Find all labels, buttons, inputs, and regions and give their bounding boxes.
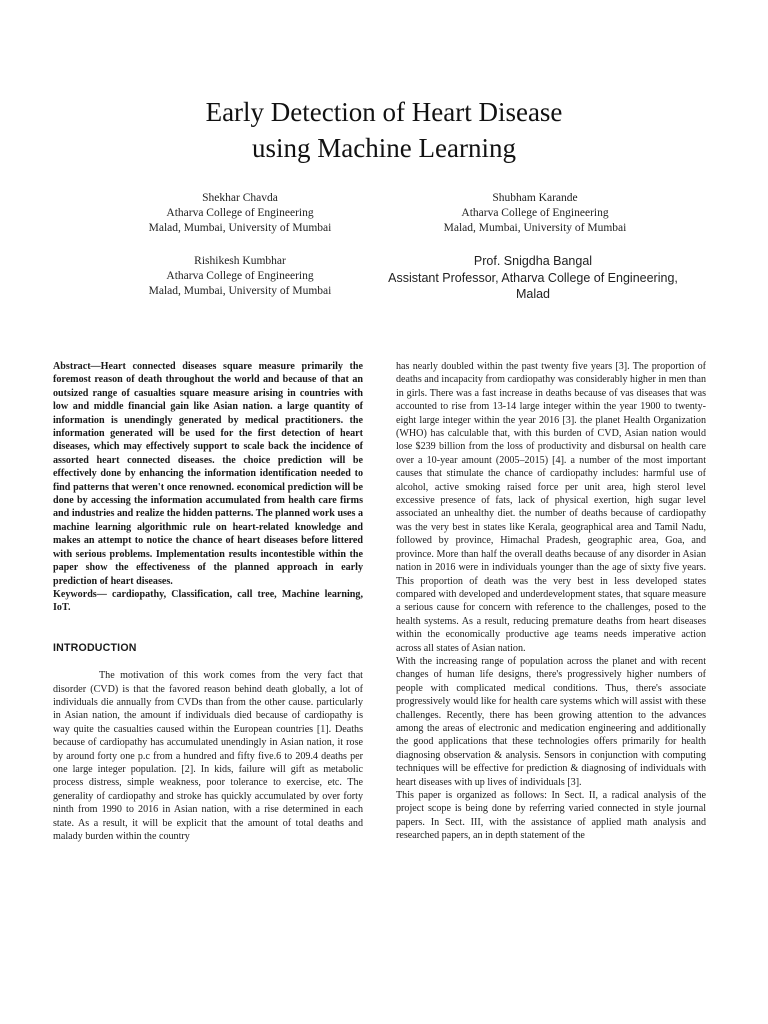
body-paragraph-3: This paper is organized as follows: In Sect. II, a radical analysis of the project scope is being done by referring varied connected in style journal papers. In Sect. III, with the assistance of applied math analysis and researched papers, an in depth statement of the [396, 790, 706, 842]
body-paragraph-2: With the increasing range of population across the planet and with recent changes of human life designs, there's progressively higher numbers of people with complicated medical conditions. Thus, there's associate progressively would like for health care systems which will assist with these challenges. Recently, there has been growing attention to the advances among the areas of electronic and medication engineering and additionally the good applications that these technologies offers primarily for health diagnosing observation & analysis. Sensors in conjunction with computing techniques will be effective for prediction & diagnosing of individuals with heart diseases with up lives of individuals [3]. [396, 655, 706, 788]
author-name: Shekhar Chavda [202, 192, 278, 204]
left-column [53, 360, 363, 843]
author-name: Prof. Snigdha Bangal [473, 254, 593, 268]
author-affiliation: Assistant Professor, Atharva College of Engineering, [388, 270, 678, 285]
intro-paragraph: The motivation of this work comes from the very fact that disorder (CVD) is that the favored reason behind death globally, a lot of individuals die annually from CVDs than from the other cause. particularly in Asian nation, the amount if individuals died because of cardiopathy is way quite the casualties caused within the European countries [1]. Deaths because of cardiopathy has accumulated unendingly in Asian nation, it rose by around forty one p.c from a hundred and fifty five.6 to 209.4 deaths per one large integer population. [2]. In kids, failure will gift as metabolic process distress, simple weakness, poor tolerance to exercise, etc. The generality of cardiopathy and stroke has quickly accumulated by over forty ninth from 1990 to 2016 in Asian nation, with a rise determined in each state. As a result, it will be explicit that the amount of total deaths and malady burden within the country [53, 670, 363, 842]
author-location: Malad, Mumbai, University of Mumbai [148, 222, 332, 234]
section-heading-introduction: INTRODUCTION [53, 641, 137, 654]
right-column [396, 360, 706, 843]
author-location: Malad, Mumbai, University of Mumbai [148, 285, 332, 297]
paper-title-line-1: Early Detection of Heart Disease [205, 97, 563, 127]
paper-title [0, 94, 768, 166]
author-affiliation: Atharva College of Engineering [461, 207, 609, 219]
paper-title-line-2: using Machine Learning [252, 133, 516, 163]
author-affiliation: Atharva College of Engineering [166, 270, 314, 282]
author-name: Shubham Karande [492, 192, 578, 204]
author-name: Rishikesh Kumbhar [194, 255, 286, 267]
author-block-4 [388, 253, 678, 303]
author-location: Malad, Mumbai, University of Mumbai [443, 222, 627, 234]
author-block-1 [140, 191, 340, 236]
author-block-3 [140, 254, 340, 299]
abstract: Abstract—Heart connected diseases square measure primarily the foremost reason of death throughout the world and because of that an outsized range of casualties square measure arising in countries with low and middle financial gain like Asian nation. a large quantity of information is unendingly generated by medical practitioners. the information generated will be used for the first detection of heart diseases, which may effectively support to scale back the incidence of assorted heart connected diseases. the choice prediction will be effectively done by enhancing the information identification needed to find patterns that weren't once renowned. economical prediction will be done by accessing the information accumulated from health care firms and industries and realize the hidden patterns. The planned work uses a machine learning algorithmic rule on heart-related knowledge and makes an attempt to notice the chance of heart diseases before littered with serious problems. Implementation results incontestible within the paper show the effectiveness of the planned approach in early prediction of heart diseases. [53, 361, 363, 587]
keywords: Keywords— cardiopathy, Classification, call tree, Machine learning, IoT. [53, 588, 363, 614]
body-paragraph-1: has nearly doubled within the past twenty five years [3]. The proportion of deaths and incapacity from cardiopathy was considerably higher in men than in girls. There was a fast increase in deaths because of vas diseases that was accounted to rise from 13-14 large integer within the year 1900 to twenty-eight large integer within the year 2016 [3]. the planet Health Organization (WHO) has calculable that, with this burden of CVD, Asian nation would lose $239 billion from the loss of productivity and disbursal on health care over a 10-year amount (2005–2015) [4]. a number of the most important causes that stimulate the chance of cardiopathy includes: harmful use of alcohol, active smoking raised force per unit area, high sterol level excessive presence of fats, lack of physical exertion, high sugar level associated an unhealthy diet. the number of deaths because of cardiopathy was the very best in states like Kerala, geographical area and Tamil Nadu, followed by province, Himachal Pradesh, geographic area, Goa, and province. More than half the overall deaths because of any disorder in Asian nation in 2016 were in individuals younger than the age of sixty five years. This proportion of death was the very best in less developed states compared with developed and underdevelopment states, that square measure a serious cause for concern with reference to the challenges, posed to the health systems. As a result, reducing premature deaths from heart diseases within the economically productive age teams needs imperative action across all states of Asian nation. [396, 361, 706, 654]
author-location: Malad [515, 287, 551, 301]
author-block-2 [435, 191, 635, 236]
author-affiliation: Atharva College of Engineering [166, 207, 314, 219]
